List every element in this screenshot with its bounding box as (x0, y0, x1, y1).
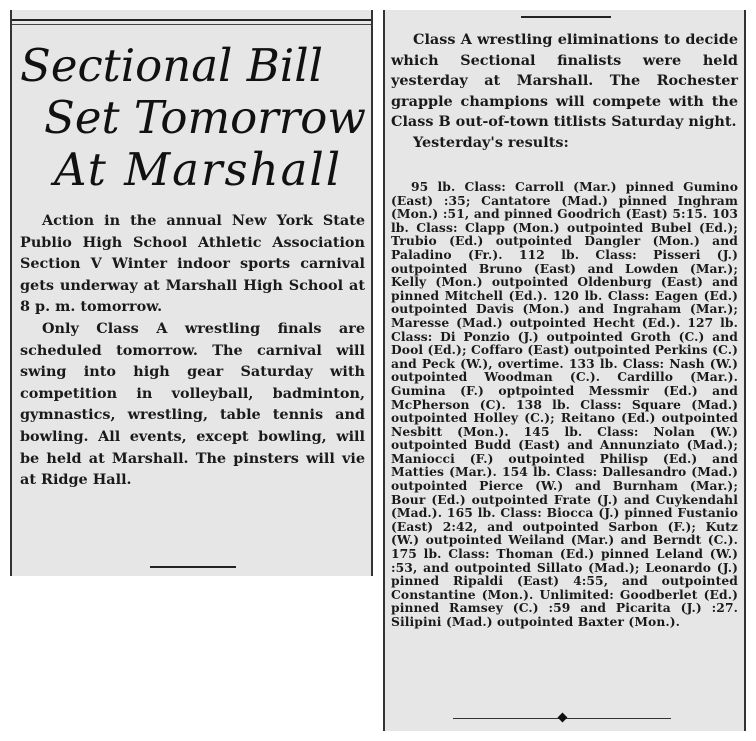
headline-line-3: At Marshall (54, 143, 343, 196)
paragraph: Class A wrestling eliminations to decide which Sectional finalists were held yesterday at Marshall. The Rochester grapple champions will compete with the Class B out-of-town titlists Saturday night. (391, 31, 738, 131)
top-rule (521, 16, 611, 18)
top-rule (12, 19, 371, 21)
results-heading: Yesterday's results: (413, 133, 569, 151)
diamond-ornament-icon (558, 713, 568, 723)
left-clipping (10, 10, 373, 576)
paragraph: Only Class A wrestling finals are scheduled tomorrow. The carnival will swing into high gear Saturday with competition in volleyball, badminton, gymnastics, wrestling, table tennis and bowling. All events, except bowling, will be held at Marshall. The pinsters will vie at Ridge Hall. (20, 319, 365, 489)
headline-line-2: Set Tomorrow (44, 91, 366, 144)
headline (20, 40, 367, 196)
results-list (391, 180, 738, 629)
results-text: 95 lb. Class: Carroll (Mar.) pinned Gumino (East) :35; Cantatore (Mad.) pinned Inghram (Mon.) :51, and pinned Goodrich (East) 5:15. 103 lb. Class: Clapp (Mon.) outpointed Bubel (Ed.); Trubio (Ed.) outpointed Dangler (Mon.) and Paladino (Fr.). 112 lb. Class: Pisseri (J.) outpointed Bruno (East) and Lowden (Mar.); Kelly (Mon.) outpointed Oldenburg (East) and pinned Mitchell (Ed.). 120 lb. Class: Eagen (Ed.) outpointed Davis (Mon.) and Ingraham (Mar.); Maresse (Mad.) outpointed Hecht (Ed.). 127 lb. Class: Di Ponzio (J.) outpointed Groth (C.) and Dool (Ed.); Coffaro (East) outpointed Perkins (C.) and Peck (W.), overtime. 133 lb. Class: Nash (W.) outpointed Woodman (C.). Cardillo (Mar.). Gumina (F.) optpointed Messmir (Ed.) and McPherson (C). 138 lb. Class: Square (Mad.) outpointed Holley (C.); Reitano (Ed.) outpointed Nesbitt (Mon.). 145 lb. Class: Nolan (W.) outpointed Budd (East) and Annunziato (Mad.); Maniocci (F.) outpointed Philisp (Ed.) and Matties (Mar.). 154 lb. Class: Dallesandro (Mad.) outpointed Pierce (W.) and Burnham (Mar.); Bour (Ed.) outpointed Frate (J.) and Cuykendahl (Mad.). 165 lb. Class: Biocca (J.) pinned Fustanio (East) 2:42, and outpointed Sarbon (F.); Kutz (W.) outpointed Weiland (Mar.) and Berndt (C.). 175 lb. Class: Thoman (Ed.) pinned Leland (W.) :53, and outpointed Sillato (Mad.); Leonardo (J.) pinned Ripaldi (East) 4:55, and outpointed Constantine (Mon.). Unlimited: Goodberlet (Ed.) pinned Ramsey (C.) :59 and Picarita (J.) :27. Silipini (Mad.) outpointed Baxter (Mon.). (391, 179, 738, 629)
right-clipping (383, 10, 746, 731)
article-body (20, 210, 365, 491)
end-rule (150, 566, 236, 568)
headline-line-1: Sectional Bill (20, 39, 323, 92)
paragraph: Action in the annual New York State Publio High School Athletic Association Section V Winter indoor sports carnival gets underway at Marshall High School at 8 p. m. tomorrow. (20, 212, 365, 316)
intro (391, 30, 738, 154)
top-rule-thin (12, 24, 371, 25)
